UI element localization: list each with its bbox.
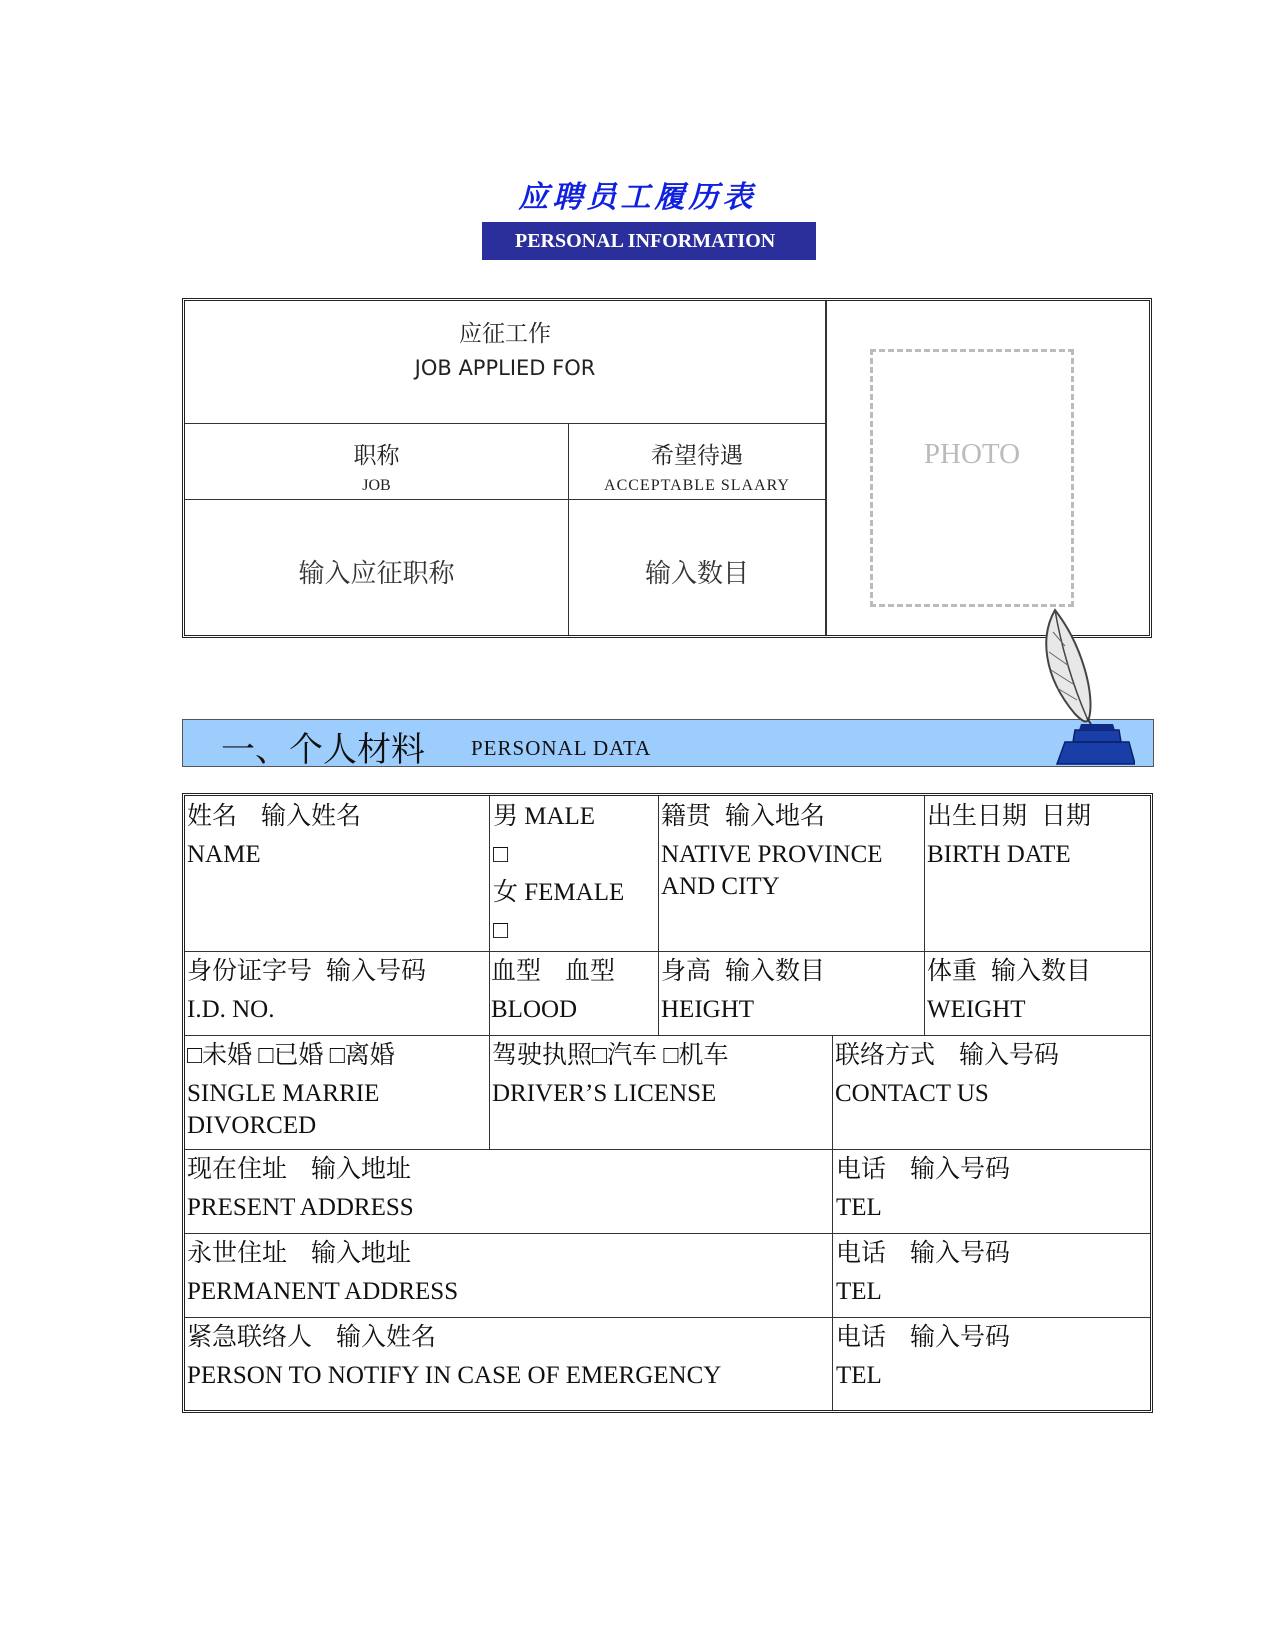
birth-date-cell[interactable] <box>927 798 1149 874</box>
native-cell[interactable] <box>661 798 923 903</box>
tel-label-en: TEL <box>836 1362 882 1389</box>
native-input[interactable]: 输入地名 <box>725 803 826 830</box>
blood-cell[interactable] <box>491 953 657 1029</box>
tel-label-cn: 电话 <box>836 1324 887 1351</box>
job-title-label-en: JOB <box>362 477 391 494</box>
id-label-cn: 身份证字号 <box>187 958 313 985</box>
salary-label-cn: 希望待遇 <box>651 443 743 469</box>
emergency-tel-input[interactable]: 输入号码 <box>910 1324 1011 1351</box>
blood-input[interactable]: 血型 <box>565 958 616 985</box>
job-applied-label-en: JOB APPLIED FOR <box>414 356 596 380</box>
present-address-cell[interactable] <box>187 1151 827 1227</box>
male-checkbox[interactable]: □ <box>493 841 509 868</box>
name-label-en: NAME <box>187 841 261 868</box>
permanent-address-cell[interactable] <box>187 1235 827 1311</box>
present-tel-input[interactable]: 输入号码 <box>910 1156 1011 1183</box>
job-title-input[interactable]: 输入应征职称 <box>298 559 455 589</box>
native-label-en-2: AND CITY <box>661 873 780 900</box>
marital-label-en-2: DIVORCED <box>187 1112 317 1139</box>
page-title: 应聘员工履历表 <box>518 180 757 215</box>
photo-placeholder[interactable] <box>870 349 1074 607</box>
height-label-cn: 身高 <box>661 958 712 985</box>
id-cell[interactable] <box>187 953 487 1029</box>
permanent-address-label-en: PERMANENT ADDRESS <box>187 1278 459 1305</box>
height-cell[interactable] <box>661 953 923 1029</box>
marital-checkboxes[interactable]: □未婚 □已婚 □离婚 <box>187 1042 395 1069</box>
blood-label-cn: 血型 <box>491 958 542 985</box>
name-label-cn: 姓名 <box>187 803 238 830</box>
weight-label-en: WEIGHT <box>927 996 1026 1023</box>
tel-label-cn: 电话 <box>836 1156 887 1183</box>
section-title-en: PERSONAL DATA <box>471 736 652 760</box>
female-label: 女 FEMALE <box>493 879 625 906</box>
permanent-tel-input[interactable]: 输入号码 <box>910 1240 1011 1267</box>
salary-label-en: ACCEPTABLE SLAARY <box>604 477 790 494</box>
personal-information-banner: PERSONAL INFORMATION <box>482 222 816 260</box>
native-label-cn: 籍贯 <box>661 803 712 830</box>
emergency-contact-cell[interactable] <box>187 1319 827 1395</box>
present-address-label-en: PRESENT ADDRESS <box>187 1194 414 1221</box>
salary-input[interactable]: 输入数目 <box>644 559 749 589</box>
name-cell[interactable] <box>187 798 487 874</box>
id-label-en: I.D. NO. <box>187 996 275 1023</box>
emergency-label-cn: 紧急联络人 <box>187 1324 313 1351</box>
id-input[interactable]: 输入号码 <box>326 958 427 985</box>
section-title-cn: 一、个人材料 <box>221 730 425 770</box>
job-section <box>182 298 1152 638</box>
contact-cell[interactable] <box>835 1037 1147 1113</box>
birth-label-cn: 出生日期 <box>927 803 1028 830</box>
emergency-label-en: PERSON TO NOTIFY IN CASE OF EMERGENCY <box>187 1362 722 1389</box>
female-checkbox[interactable]: □ <box>493 917 509 944</box>
present-address-label-cn: 现在住址 <box>187 1156 288 1183</box>
emergency-name-input[interactable]: 输入姓名 <box>336 1324 437 1351</box>
permanent-address-label-cn: 永世住址 <box>187 1240 288 1267</box>
present-tel-cell[interactable] <box>836 1151 1148 1227</box>
job-applied-label-cn: 应征工作 <box>459 321 551 347</box>
birth-label-en: BIRTH DATE <box>927 841 1071 868</box>
license-cell[interactable] <box>492 1037 830 1113</box>
blood-label-en: BLOOD <box>491 996 578 1023</box>
tel-label-en: TEL <box>836 1278 882 1305</box>
contact-input[interactable]: 输入号码 <box>959 1042 1060 1069</box>
name-input[interactable]: 输入姓名 <box>261 803 362 830</box>
present-address-input[interactable]: 输入地址 <box>311 1156 412 1183</box>
weight-cell[interactable] <box>927 953 1149 1029</box>
contact-label-en: CONTACT US <box>835 1080 989 1107</box>
job-title-label-cn: 职称 <box>353 443 400 469</box>
gender-cell <box>493 798 657 950</box>
male-label: 男 MALE <box>493 803 596 830</box>
contact-label-cn: 联络方式 <box>835 1042 936 1069</box>
marital-cell[interactable] <box>187 1037 487 1142</box>
marital-label-en-1: SINGLE MARRIE <box>187 1080 380 1107</box>
birth-date-input[interactable]: 日期 <box>1041 803 1092 830</box>
height-label-en: HEIGHT <box>661 996 755 1023</box>
license-checkboxes[interactable]: 驾驶执照□汽车 □机车 <box>492 1042 729 1069</box>
height-input[interactable]: 输入数目 <box>725 958 826 985</box>
section-header-personal-data <box>182 719 1154 770</box>
quill-ink-icon <box>1035 606 1135 770</box>
personal-data-table <box>182 793 1153 1413</box>
weight-label-cn: 体重 <box>927 958 978 985</box>
native-label-en-1: NATIVE PROVINCE <box>661 841 883 868</box>
permanent-address-input[interactable]: 输入地址 <box>311 1240 412 1267</box>
photo-label: PHOTO <box>923 438 1021 470</box>
license-label-en: DRIVER’S LICENSE <box>492 1080 717 1107</box>
weight-input[interactable]: 输入数目 <box>991 958 1092 985</box>
permanent-tel-cell[interactable] <box>836 1235 1148 1311</box>
emergency-tel-cell[interactable] <box>836 1319 1148 1395</box>
tel-label-en: TEL <box>836 1194 882 1221</box>
tel-label-cn: 电话 <box>836 1240 887 1267</box>
